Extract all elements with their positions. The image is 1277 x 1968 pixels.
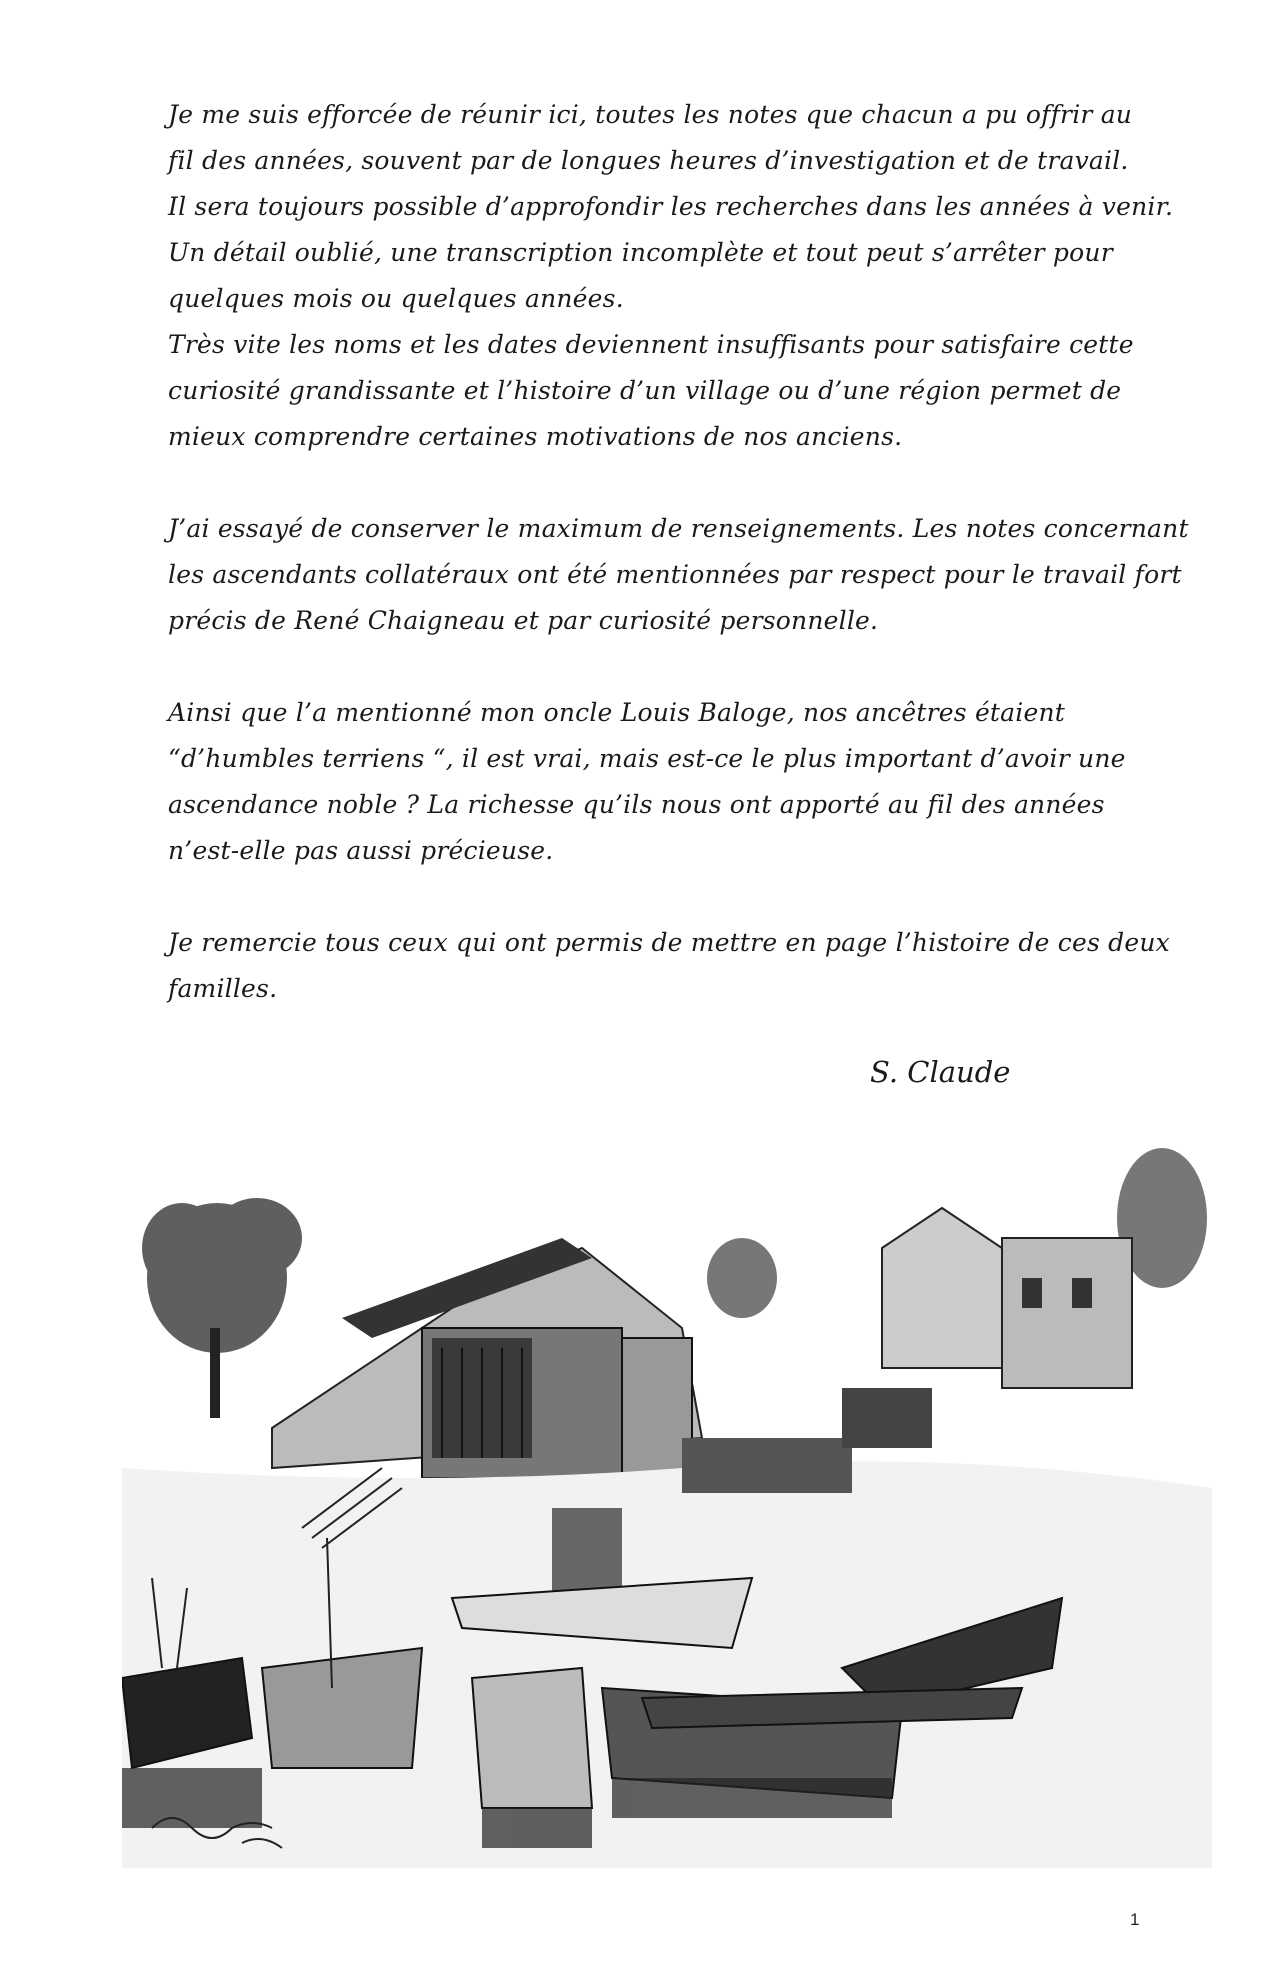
text-line: précis de René Chaigneau et par curiosité personnelle.	[168, 606, 879, 635]
paragraph	[168, 690, 1228, 874]
text-line: n’est-elle pas aussi précieuse.	[168, 836, 554, 865]
text-line: J’ai essayé de conserver le maximum de renseignements. Les notes concernant	[168, 514, 1189, 543]
text-line: quelques mois ou quelques années.	[168, 284, 624, 313]
text-line: Je remercie tous ceux qui ont permis de mettre en page l’histoire de ces deux	[168, 928, 1170, 957]
text-line: ascendance noble ? La richesse qu’ils nous ont apporté au fil des années	[168, 790, 1105, 819]
text-line: curiosité grandissante et l’histoire d’un village ou d’une région permet de	[168, 376, 1122, 405]
letter-body	[168, 92, 1228, 1058]
text-line: Je me suis efforcée de réunir ici, toutes les notes que chacun a pu offrir au	[168, 100, 1133, 129]
text-line: familles.	[168, 974, 278, 1003]
text-line: Ainsi que l’a mentionné mon oncle Louis Baloge, nos ancêtres étaient	[168, 698, 1066, 727]
paragraph	[168, 506, 1228, 644]
paragraph	[168, 920, 1228, 1012]
text-line: fil des années, souvent par de longues heures d’investigation et de travail.	[168, 146, 1129, 175]
text-line: “d’humbles terriens “, il est vrai, mais est-ce le plus important d’avoir une	[168, 744, 1126, 773]
signature: S. Claude	[870, 1055, 1011, 1089]
text-line: Très vite les noms et les dates deviennent insuffisants pour satisfaire cette	[168, 330, 1134, 359]
village-illustration	[122, 1108, 1212, 1868]
text-line: mieux comprendre certaines motivations de nos anciens.	[168, 422, 903, 451]
paragraph	[168, 92, 1228, 460]
text-line: Un détail oublié, une transcription incomplète et tout peut s’arrêter pour	[168, 238, 1113, 267]
page-number: 1	[1130, 1910, 1140, 1929]
text-line: Il sera toujours possible d’approfondir les recherches dans les années à venir.	[168, 192, 1174, 221]
text-line: les ascendants collatéraux ont été mentionnées par respect pour le travail fort	[168, 560, 1182, 589]
